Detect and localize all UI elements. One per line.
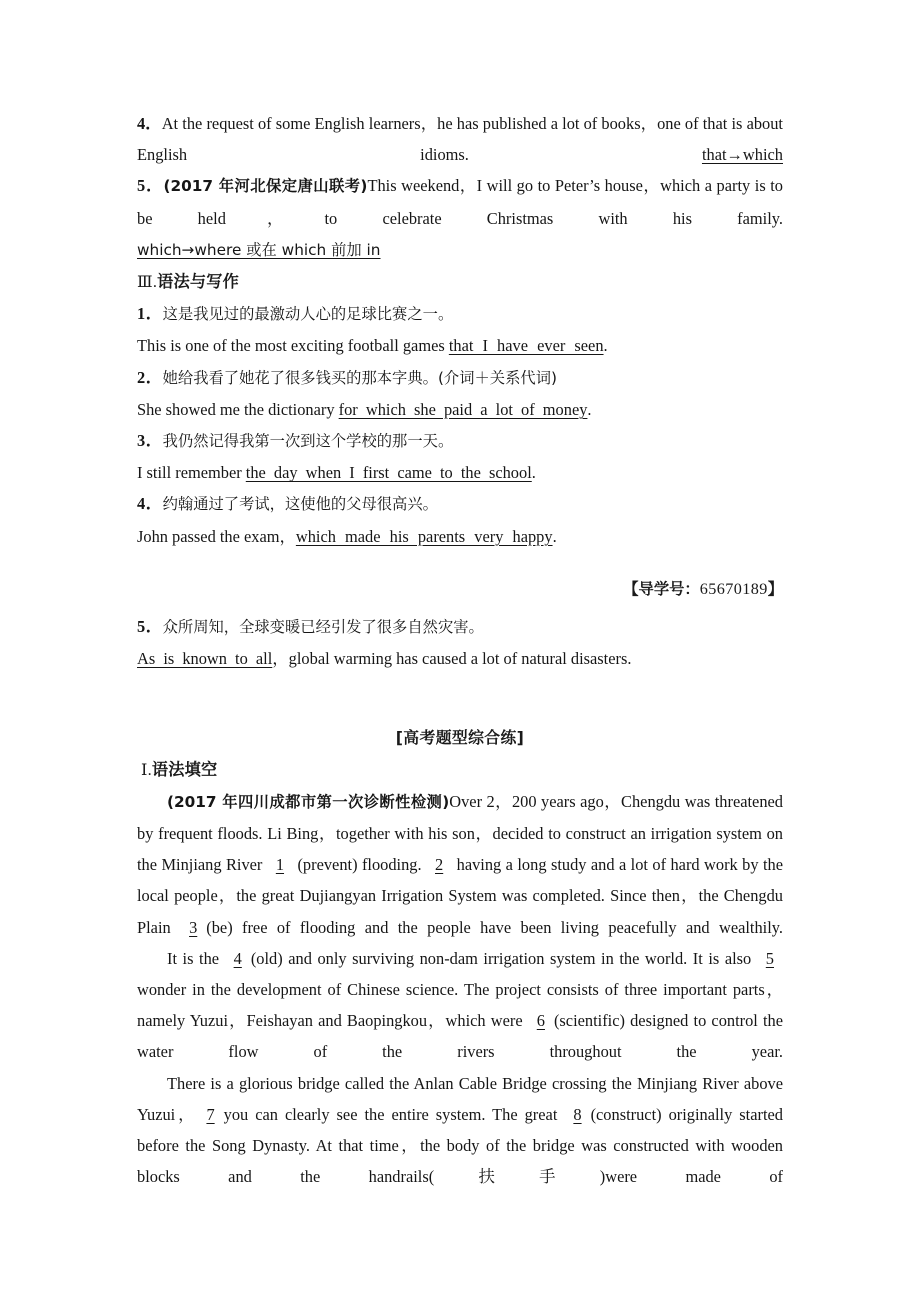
blank-8[interactable]: 8 [573,1104,582,1124]
blank-4[interactable]: 4 [233,948,242,968]
item-sentence: This weekend，I will go to Peter’s house，which a party is to be held，to celebrate Christmas with his family. [137,176,783,228]
guide-number-close: 】 [767,579,783,598]
item-chinese: 她给我看了她花了很多钱买的那本字典。(介词＋关系代词) [162,368,557,387]
grammar-writing-item-3-english [137,457,783,488]
item-answer: the day when I first came to the school [245,463,532,483]
text-segment: (scientific) designed to control the water flow of the rivers throughout the year. [137,1011,784,1062]
item-answer: that→which [701,145,783,165]
section-title: 语法填空 [151,759,218,779]
sentence-after: . [531,463,536,483]
error-correction-item-5 [137,170,783,233]
sentence-after: ，global warming has caused a lot of natural disasters. [272,649,632,669]
sentence-before: This is one of the most exciting football games [137,336,449,356]
cloze-paragraph-2 [137,943,783,1068]
section-numeral: Ⅰ [141,760,148,779]
text-segment: (prevent) flooding. [293,855,427,875]
grammar-writing-item-5-english [137,643,783,674]
sentence-after: . [552,526,557,546]
section-dot: . [152,273,158,292]
blank-5[interactable]: 5 [765,948,774,968]
exam-source: (2017 年四川成都市第一次诊断性检测) [167,792,450,811]
text-segment: There is a glorious bridge called the Anlan Cable Bridge crossing the Minjiang River above Yuzui， [137,1073,783,1124]
item-number: 3． [137,431,163,451]
item-sentence: At the request of some English learners，he has published a lot of books，one of that is about English idioms. [137,114,783,165]
guide-number-label: 【导学号： [623,579,700,598]
item-answer: which→where 或在 which 前加 in [137,240,381,259]
comprehensive-section-heading: [高考题型综合练] [395,728,525,748]
guide-number-value: 65670189 [699,579,768,598]
text-segment: Over 2，200 years ago，Chengdu was threatened by frequent floods. Li Bing，together with his son，decided to construct an irrigation system on the Minjiang River [137,791,783,875]
text-segment: (construct) originally started before the Song Dynasty. At that time，the body of the bridge was constructed with wooden blocks and the handrails(扶手)were made of [137,1104,783,1187]
item-number: 5． [137,617,163,637]
item-chinese: 这是我见过的最激动人心的足球比赛之一。 [162,305,454,324]
item-number: 2． [137,367,163,387]
error-correction-item-4 [137,108,783,170]
section-numeral: Ⅲ [137,273,153,292]
text-segment: It is the [167,948,225,968]
item-exam-source: (2017 年河北保定唐山联考) [163,177,368,196]
item-chinese: 约翰通过了考试，这使他的父母很高兴。 [162,495,438,514]
section-title: 语法与写作 [157,272,239,292]
section-dot: . [147,760,152,779]
text-segment: you can clearly see the entire system. The great [223,1104,565,1124]
sentence-before: She showed me the dictionary [137,399,339,419]
item-number: 5． [137,176,164,196]
section-heading-grammar-fill [137,754,783,786]
blank-2[interactable]: 2 [435,855,444,875]
item-number: 4． [137,494,163,514]
blank-7[interactable]: 7 [206,1104,215,1124]
sentence-after: . [587,399,592,419]
blank-6[interactable]: 6 [536,1011,545,1031]
text-segment: (old) and only surviving non-dam irrigation system in the world. It is also [250,948,757,968]
item-number: 1． [137,304,163,324]
grammar-writing-item-1-english [137,330,783,361]
grammar-writing-item-4-chinese [137,488,783,520]
item-answer: that I have ever seen [448,336,604,356]
error-correction-item-5-answer [137,234,783,266]
blank-1[interactable]: 1 [275,855,285,875]
sentence-after: . [603,336,608,356]
item-chinese: 众所周知，全球变暖已经引发了很多自然灾害。 [162,618,484,637]
sentence-before: I still remember [137,463,246,483]
text-segment: (be) free of flooding and the people have been living peacefully and wealthily. [206,917,784,937]
grammar-writing-item-1-chinese [137,298,783,330]
item-number: 4． [137,114,162,133]
cloze-paragraph-3 [137,1068,783,1193]
grammar-writing-item-2-chinese [137,362,783,394]
guide-number-line [137,552,783,605]
sentence-before: John passed the exam， [137,526,296,546]
blank-3[interactable]: 3 [189,917,198,937]
item-chinese: 我仍然记得我第一次到这个学校的那一天。 [162,432,454,451]
cloze-paragraph-1 [137,786,783,943]
section-heading-grammar-writing [137,266,783,298]
grammar-writing-item-2-english [137,394,783,425]
item-answer: which made his parents very happy [295,526,553,546]
page-content [137,108,783,1193]
item-answer: for which she paid a lot of money [338,399,588,419]
text-segment: wonder in the development of Chinese science. The project consists of three important parts，namely Yuzui，Feishayan and Baopingkou，which were [137,980,783,1031]
grammar-writing-item-5-chinese [137,611,783,643]
grammar-writing-item-3-chinese [137,425,783,457]
grammar-writing-item-4-english [137,521,783,552]
text-segment: having a long study and a lot of hard work by the local people，the great Dujiangyan Irrigation System was completed. Since then，the Chengdu Plain [137,855,783,937]
item-answer: As is known to all [137,649,273,669]
